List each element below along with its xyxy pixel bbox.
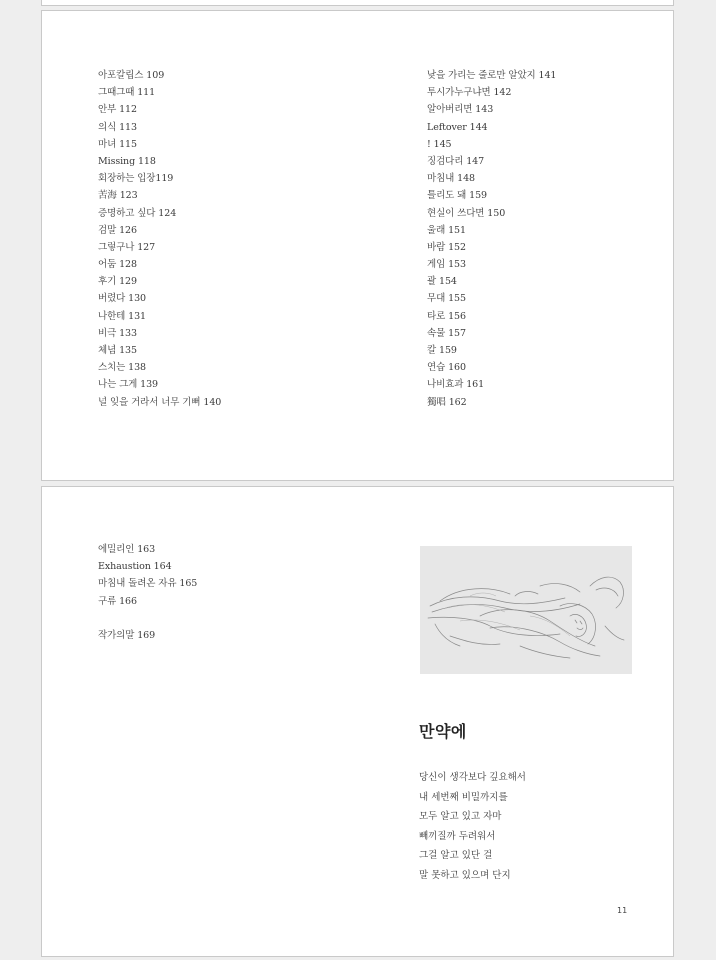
toc-entry: Leftover 144 <box>427 121 488 133</box>
poem-line: 빼끼질까 두려워서 <box>419 830 496 842</box>
toc-entry: 마녀 115 <box>98 138 137 150</box>
toc-entry: 연습 160 <box>427 362 466 374</box>
toc-entry: 괄 154 <box>427 276 457 288</box>
toc-entry: 나비효과 161 <box>427 379 485 391</box>
toc-entry: 낮을 가리는 줄로만 알았지 141 <box>427 70 557 81</box>
toc-entry: 에밀리인 163 <box>98 544 156 555</box>
toc-entry: 투시가누구냐면 142 <box>427 87 512 99</box>
toc-entry: 안부 112 <box>98 104 137 116</box>
toc-entry: 틀리도 돼 159 <box>427 190 487 202</box>
toc-entry: 나한테 131 <box>98 310 146 322</box>
toc-entry: 獨唱 162 <box>427 396 467 408</box>
toc-entry: ! 145 <box>427 138 452 150</box>
toc-entry: 어둠 128 <box>98 259 137 271</box>
toc-entry: 칼 159 <box>427 345 457 356</box>
toc-entry: 비극 133 <box>98 327 137 339</box>
toc-entry: 바람 152 <box>427 241 466 253</box>
toc-entry: Missing 118 <box>98 155 156 167</box>
page-upper <box>41 10 674 481</box>
toc-entry: 징검다리 147 <box>427 155 485 167</box>
toc-entry-afterword: 작가의말 169 <box>98 629 156 641</box>
poem-title: 만약에 <box>419 722 467 741</box>
page-lower <box>41 486 674 957</box>
toc-entry: 그렇구나 127 <box>98 241 156 253</box>
toc-entry: 나는 그게 139 <box>98 379 158 391</box>
poem-line: 내 세번째 비밀까지를 <box>419 791 508 803</box>
toc-entry: 마침내 돌려온 자유 165 <box>98 578 198 590</box>
toc-entry: 타로 156 <box>427 310 466 322</box>
sketch-drawing <box>420 546 632 674</box>
toc-entry: 현실이 쓰다면 150 <box>427 207 506 219</box>
toc-spacer <box>98 610 197 627</box>
toc-entry: 널 잊을 거라서 너무 기뻐 140 <box>98 396 222 408</box>
toc-entry: 苦海 123 <box>98 190 138 202</box>
toc-lower-column <box>98 541 197 644</box>
toc-entry: 마침내 148 <box>427 173 475 185</box>
toc-entry: 그때그때 111 <box>98 87 156 99</box>
poem-line: 모두 알고 있고 자마 <box>419 811 502 823</box>
toc-entry: 스치는 138 <box>98 362 146 374</box>
toc-entry: 의식 113 <box>98 121 137 133</box>
toc-entry: 체념 135 <box>98 345 137 356</box>
toc-entry: 게임 153 <box>427 259 466 271</box>
poem-line: 당신이 생각보다 깊요해서 <box>419 772 526 783</box>
page-number: 11 <box>617 906 628 915</box>
toc-entry: 아포칼립스 109 <box>98 70 165 81</box>
toc-entry: 버렸다 130 <box>98 293 146 305</box>
pencil-sketch-illustration <box>420 546 632 674</box>
poem-line: 그걸 알고 있단 걸 <box>419 850 493 862</box>
toc-entry: 울래 151 <box>427 224 466 236</box>
toc-entry: 알아버리면 143 <box>427 104 494 116</box>
toc-entry: 구류 166 <box>98 595 137 607</box>
toc-left-column <box>98 67 221 411</box>
toc-entry: 증명하고 싶다 124 <box>98 207 177 219</box>
toc-entry: 검말 126 <box>98 224 137 236</box>
poem-line: 말 못하고 있으며 단지 <box>419 869 511 881</box>
previous-page-edge <box>41 0 674 6</box>
poem-body <box>419 768 526 886</box>
toc-entry: 후기 129 <box>98 276 137 288</box>
toc-entry: 회장하는 입장119 <box>98 173 174 185</box>
toc-entry: 속물 157 <box>427 327 466 339</box>
toc-entry: 무대 155 <box>427 293 466 305</box>
toc-entry: Exhaustion 164 <box>98 561 172 573</box>
toc-right-column <box>427 67 556 411</box>
